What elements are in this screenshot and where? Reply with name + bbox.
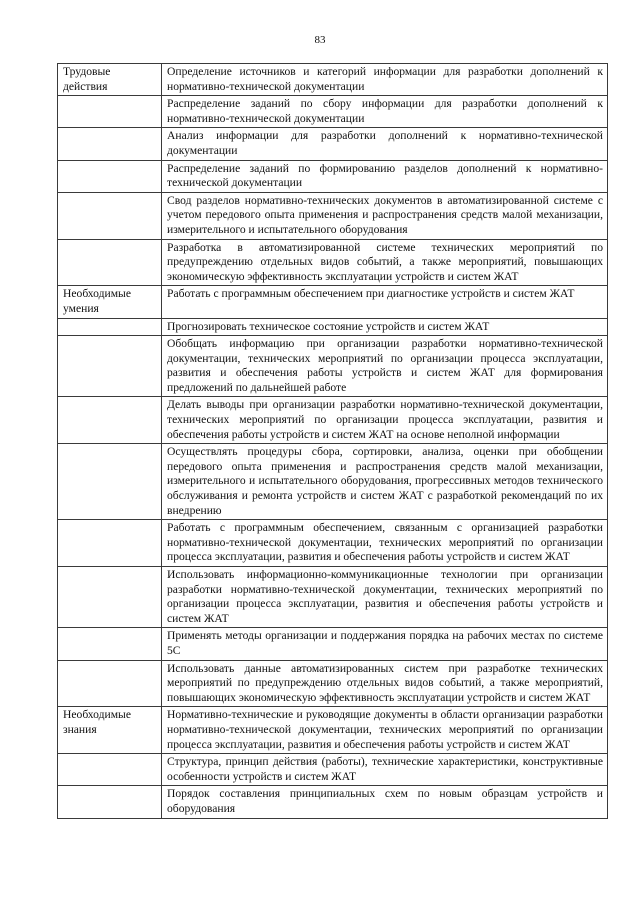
table-row	[58, 96, 608, 128]
labor-action-item: Определение источников и категорий информации для разработки дополнений к нормативно-технической документации	[162, 64, 608, 96]
table-row	[58, 628, 608, 660]
knowledge-item: Структура, принцип действия (работы), технические характеристики, конструктивные особенности устройств и систем ЖАТ	[162, 754, 608, 786]
table-row	[58, 707, 608, 754]
skill-item: Осуществлять процедуры сбора, сортировки, анализа, оценки при обобщении передового опыта применения и распространения средств малой механизации, измерительного и испытательного оборудования, прогрессивных методов технического обслуживания и ремонта устройств и систем ЖАТ с разработкой рекомендаций по их внедрению	[162, 444, 608, 520]
section-label-labor-actions: Трудовые действия	[58, 64, 162, 96]
table-row	[58, 567, 608, 628]
labor-action-item: Распределение заданий по формированию разделов дополнений к нормативно-технической документации	[162, 160, 608, 192]
skill-item: Работать с программным обеспечением, связанным с организацией разработки нормативно-технической документации, технических мероприятий по организации процесса эксплуатации, развития и обеспечения работы устройств и систем ЖАТ	[162, 520, 608, 567]
requirements-table	[57, 63, 608, 819]
skill-item: Прогнозировать техническое состояние устройств и систем ЖАТ	[162, 318, 608, 336]
skill-item: Работать с программным обеспечением при диагностике устройств и систем ЖАТ	[162, 286, 608, 318]
skill-item: Использовать информационно-коммуникационные технологии при организации разработки нормативно-технической документации, технических мероприятий по организации процесса эксплуатации, развития и обеспечения работы устройств и систем ЖАТ	[162, 567, 608, 628]
table-row	[58, 754, 608, 786]
labor-action-item: Разработка в автоматизированной системе технических мероприятий по предупреждению отдельных видов событий, а также мероприятий, повышающих экономическую эффективность эксплуатации устройств и систем ЖАТ	[162, 239, 608, 286]
section-label-required-skills: Необходимые умения	[58, 286, 162, 318]
skill-item: Обобщать информацию при организации разработки нормативно-технической документации, технических мероприятий по организации процесса эксплуатации, развития и обеспечения работы устройств и систем ЖАТ для формирования предложений по дальнейшей работе	[162, 336, 608, 397]
table-row	[58, 239, 608, 286]
section-label-required-knowledge: Необходимые знания	[58, 707, 162, 754]
table-row	[58, 336, 608, 397]
table-row	[58, 660, 608, 707]
table-row	[58, 286, 608, 318]
knowledge-item: Порядок составления принципиальных схем по новым образцам устройств и оборудования	[162, 786, 608, 818]
labor-action-item: Распределение заданий по сбору информации для разработки дополнений к нормативно-технической документации	[162, 96, 608, 128]
table-row	[58, 444, 608, 520]
page-number: 83	[314, 34, 326, 46]
labor-action-item: Свод разделов нормативно-технических документов в автоматизированной системе с учетом передового опыта применения и распространения средств малой механизации, измерительного и испытательного оборудования	[162, 192, 608, 239]
knowledge-item: Нормативно-технические и руководящие документы в области организации разработки нормативно-технической документации, технических мероприятий по организации процесса эксплуатации, развития и обеспечения работы устройств и систем ЖАТ	[162, 707, 608, 754]
labor-action-item: Анализ информации для разработки дополнений к нормативно-технической документации	[162, 128, 608, 160]
skill-item: Использовать данные автоматизированных систем при разработке технических мероприятий по предупреждению отдельных видов событий, а также мероприятий, повышающих экономическую эффективность эксплуатации устройств и систем ЖАТ	[162, 660, 608, 707]
skill-item: Применять методы организации и поддержания порядка на рабочих местах по системе 5С	[162, 628, 608, 660]
table-row	[58, 397, 608, 444]
table-row	[58, 520, 608, 567]
table-row	[58, 786, 608, 818]
table-row	[58, 128, 608, 160]
table-row	[58, 160, 608, 192]
skill-item: Делать выводы при организации разработки нормативно-технической документации, технических мероприятий по организации процесса эксплуатации, развития и обеспечения работы устройств и систем ЖАТ на основе неполной информации	[162, 397, 608, 444]
table-row	[58, 192, 608, 239]
table-row	[58, 64, 608, 96]
table-row	[58, 318, 608, 336]
